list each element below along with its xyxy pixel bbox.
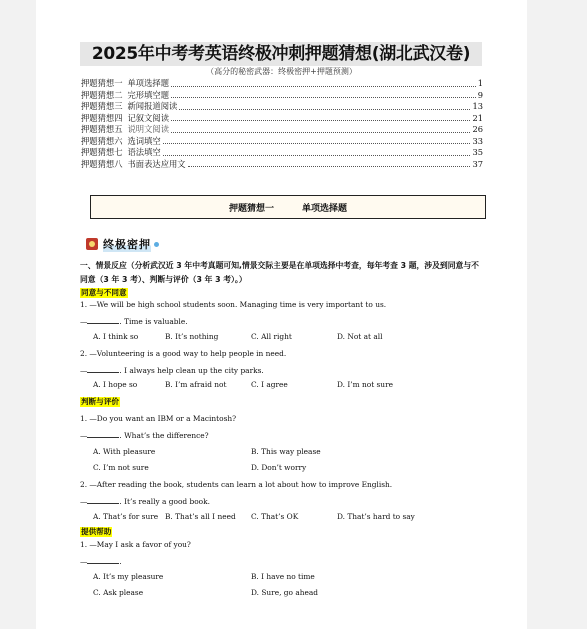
question-response: — . I always help clean up the city parks. bbox=[80, 366, 264, 375]
toc-label: 选词填空 bbox=[127, 135, 161, 146]
toc-leader bbox=[171, 132, 470, 133]
option-c[interactable]: C. I’m not sure bbox=[93, 463, 149, 472]
toc-row[interactable] bbox=[81, 78, 483, 90]
section-heading: 一、情景反应（分析武汉近 3 年中考真题可知,情景交际主要是在单项选择中考查，每年考查 3 题，涉及到同意与不同意（3 年 3 考）、判断与评价（3 年 3 考）。） bbox=[80, 261, 479, 284]
option-b[interactable]: B. That’s all I need bbox=[165, 512, 236, 521]
option-b[interactable]: B. I’m afraid not bbox=[165, 380, 227, 389]
toc-leader bbox=[171, 120, 470, 121]
toc-number: 押题猜想八 bbox=[81, 158, 123, 169]
question-response: — . It’s really a good book. bbox=[80, 497, 210, 506]
question-stem: 1. —We will be high school students soon. Managing time is very important to us. bbox=[80, 300, 387, 309]
toc-row[interactable] bbox=[81, 147, 483, 159]
toc-page: 1 bbox=[477, 78, 483, 88]
toc-leader bbox=[188, 166, 471, 167]
toc-row[interactable] bbox=[81, 101, 483, 113]
document-subtitle: （高分的秘密武器：终极密押+押题预测） bbox=[206, 67, 357, 76]
toc-label: 单项选择题 bbox=[127, 78, 169, 88]
option-b[interactable]: B. It’s nothing bbox=[165, 332, 219, 341]
question-stem: 1. —Do you want an IBM or a Macintosh? bbox=[80, 414, 237, 423]
option-a[interactable]: A. I hope so bbox=[93, 380, 138, 389]
toc-page: 33 bbox=[472, 135, 483, 146]
option-b[interactable]: B. I have no time bbox=[251, 572, 315, 581]
toc-row[interactable] bbox=[81, 159, 483, 171]
toc-page: 35 bbox=[472, 147, 483, 157]
option-b[interactable]: B. This way please bbox=[251, 447, 321, 456]
answer-blank[interactable] bbox=[87, 556, 119, 564]
option-d[interactable]: D. Sure, go ahead bbox=[251, 588, 318, 597]
book-icon bbox=[86, 238, 98, 250]
toc-label: 完形填空题 bbox=[127, 89, 169, 100]
option-c[interactable]: C. Ask please bbox=[93, 588, 144, 597]
option-c[interactable]: C. I agree bbox=[251, 380, 288, 389]
option-c[interactable]: C. All right bbox=[251, 332, 292, 341]
dot-icon bbox=[154, 242, 159, 247]
toc-leader bbox=[179, 109, 470, 110]
question-stem: 2. —Volunteering is a good way to help people in need. bbox=[80, 349, 287, 358]
toc-label: 说明文阅读 bbox=[127, 124, 169, 134]
question-response: — . bbox=[80, 557, 122, 566]
option-a[interactable]: A. That’s for sure bbox=[93, 512, 159, 521]
toc-leader bbox=[171, 86, 476, 87]
banner-section-title: 单项选择题 bbox=[302, 203, 348, 214]
logo-text: 终极密押 bbox=[103, 238, 151, 251]
answer-blank[interactable] bbox=[87, 316, 119, 324]
option-a[interactable]: A. I think so bbox=[93, 332, 139, 341]
option-d[interactable]: D. Don’t worry bbox=[251, 463, 307, 472]
toc-number: 押题猜想五 bbox=[81, 124, 123, 134]
toc-number: 押题猜想六 bbox=[81, 135, 123, 146]
toc-label: 书面表达应用文 bbox=[127, 158, 186, 169]
toc-page: 13 bbox=[472, 101, 483, 111]
category-label: 提供帮助 bbox=[81, 527, 112, 536]
option-d[interactable]: D. Not at all bbox=[337, 332, 383, 341]
question-response: — . Time is valuable. bbox=[80, 317, 188, 326]
toc-leader bbox=[171, 97, 476, 98]
toc-number: 押题猜想四 bbox=[81, 112, 123, 123]
section-banner bbox=[90, 195, 486, 219]
category-label: 同意与不同意 bbox=[81, 288, 127, 297]
question-stem: 2. —After reading the book, students can learn a lot about how to improve English. bbox=[80, 480, 393, 489]
category-label: 判断与评价 bbox=[81, 397, 119, 406]
toc-leader bbox=[163, 155, 471, 156]
answer-blank[interactable] bbox=[87, 430, 119, 438]
option-a[interactable]: A. It’s my pleasure bbox=[93, 572, 164, 581]
final-secret-logo bbox=[86, 236, 159, 252]
banner-section-number: 押题猜想一 bbox=[228, 203, 274, 214]
question-response: — . What’s the difference? bbox=[80, 431, 209, 440]
option-c[interactable]: C. That’s OK bbox=[251, 512, 299, 521]
toc-page: 26 bbox=[472, 124, 483, 134]
option-d[interactable]: D. I’m not sure bbox=[337, 380, 393, 389]
toc-row[interactable] bbox=[81, 113, 483, 125]
toc-row[interactable] bbox=[81, 136, 483, 148]
answer-blank[interactable] bbox=[87, 496, 119, 504]
option-d[interactable]: D. That’s hard to say bbox=[337, 512, 415, 521]
toc-row[interactable] bbox=[81, 124, 483, 136]
answer-blank[interactable] bbox=[87, 365, 119, 373]
toc-number: 押题猜想七 bbox=[81, 147, 123, 157]
toc-number: 押题猜想一 bbox=[81, 78, 123, 88]
table-of-contents bbox=[81, 78, 483, 170]
option-a[interactable]: A. With pleasure bbox=[93, 447, 156, 456]
document-page bbox=[36, 0, 527, 629]
toc-label: 新闻报道阅读 bbox=[127, 101, 178, 111]
toc-page: 37 bbox=[472, 158, 483, 169]
toc-number: 押题猜想三 bbox=[81, 101, 123, 111]
toc-label: 记叙文阅读 bbox=[127, 112, 169, 123]
question-stem: 1. —May I ask a favor of you? bbox=[80, 540, 191, 549]
toc-label: 语法填空 bbox=[127, 147, 161, 157]
toc-leader bbox=[163, 143, 471, 144]
toc-number: 押题猜想二 bbox=[81, 89, 123, 100]
toc-page: 21 bbox=[472, 112, 483, 123]
toc-page: 9 bbox=[477, 89, 483, 100]
document-title: 2025年中考考英语终极冲刺押题猜想(湖北武汉卷) bbox=[80, 42, 482, 66]
toc-row[interactable] bbox=[81, 90, 483, 102]
